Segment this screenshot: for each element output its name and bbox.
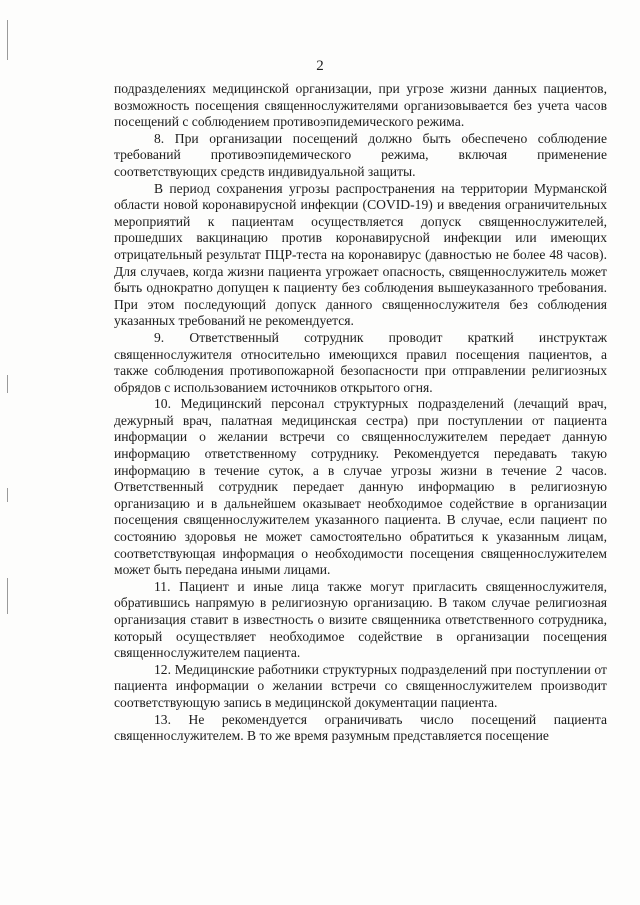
page-number: 2 bbox=[316, 58, 324, 74]
paragraph-8: 8. При организации посещений должно быть обеспечено соблюдение требований противоэпидемического режима, включая применение соответствующих средств индивидуальной защиты. bbox=[114, 130, 607, 179]
scan-edge-mark bbox=[7, 20, 8, 60]
scan-edge-mark bbox=[7, 578, 8, 614]
paragraph-continuation: подразделениях медицинской организации, при угрозе жизни данных пациентов, возможность посещения священнослужителями организовывается без учета часов посещений с соблюдением противоэпидемического режима. bbox=[114, 81, 607, 130]
scan-edge-mark bbox=[7, 488, 8, 502]
paragraph-12: 12. Медицинские работники структурных подразделений при поступлении от пациента информации о желании встречи со священнослужителем производит соответствующую запись в медицинской документации пациента. bbox=[114, 661, 607, 710]
document-body bbox=[114, 81, 607, 745]
paragraph-covid: В период сохранения угрозы распространения на территории Мурманской области новой коронавирусной инфекции (COVID-19) и введения ограничительных мероприятий к пациентам осуществляется допуск священнослужителей, прошедших вакцинацию против коронавирусной инфекции или имеющих отрицательный результат ПЦР-теста на коронавирус (давностью не более 48 часов). Для случаев, когда жизни пациента угрожает опасность, священнослужитель может быть однократно допущен к пациенту без соблюдения вышеуказанного требования. При этом последующий допуск данного священнослужителя без соблюдения указанных требований не рекомендуется. bbox=[114, 180, 607, 329]
paragraph-11: 11. Пациент и иные лица также могут пригласить священнослужителя, обратившись напрямую в религиозную организацию. В таком случае религиозная организация ставит в известность о визите священника ответственного сотрудника, который осуществляет необходимое содействие в организации посещения священнослужителем пациента. bbox=[114, 578, 607, 661]
paragraph-9: 9. Ответственный сотрудник проводит краткий инструктаж священнослужителя относительно имеющихся правил посещения пациентов, а также соблюдения противопожарной безопасности при отправлении религиозных обрядов с использованием источников открытого огня. bbox=[114, 329, 607, 395]
paragraph-10: 10. Медицинский персонал структурных подразделений (лечащий врач, дежурный врач, палатная медицинская сестра) при поступлении от пациента информации о желании встречи со священнослужителем передает данную информацию ответственному сотруднику. Рекомендуется передавать такую информацию в течение суток, а в случае угрозы жизни в течение 2 часов. Ответственный сотрудник передает данную информацию в религиозную организацию и в дальнейшем оказывает необходимое содействие в организации посещения священнослужителем указанного пациента. В случае, если пациент по состоянию здоровья не может самостоятельно обратиться к указанным лицам, соответствующая информация о необходимости посещения священнослужителем может быть передана иными лицами. bbox=[114, 396, 607, 578]
scan-edge-mark bbox=[7, 375, 8, 393]
paragraph-13: 13. Не рекомендуется ограничивать число посещений пациента священнослужителем. В то же время разумным представляется посещение bbox=[114, 711, 607, 744]
